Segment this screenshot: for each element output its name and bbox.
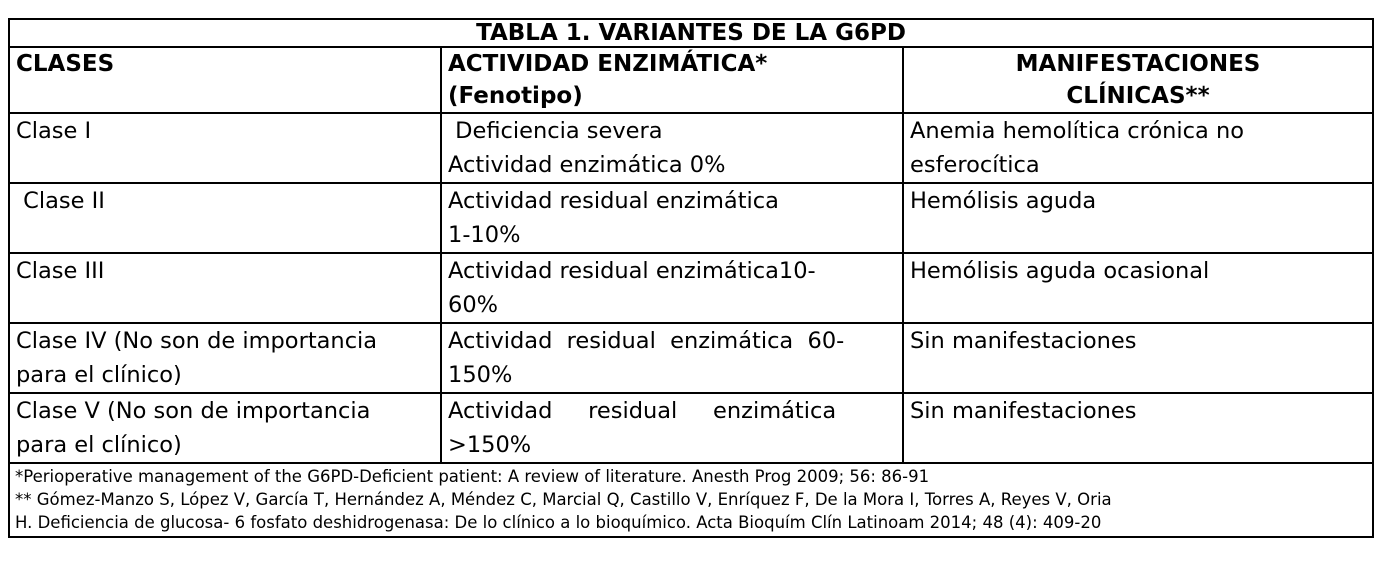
title-row [9,19,1373,47]
references-row [9,463,1373,537]
cell-clase: Clase II [9,183,441,253]
table-row [9,393,1373,463]
table-row [9,113,1373,183]
cell-manifestaciones: Sin manifestaciones [903,323,1373,393]
table-row [9,183,1373,253]
reference-1: *Perioperative management of the G6PD-Deficient patient: A review of literature. Anesth Prog 2009; 56: 86-91 [15,467,930,486]
header-clases: CLASES [9,47,441,113]
header-row [9,47,1373,113]
header-manifestaciones: MANIFESTACIONES CLÍNICAS** [903,47,1373,113]
table-title: TABLA 1. VARIANTES DE LA G6PD [9,19,1373,47]
references-cell [9,463,1373,537]
cell-manifestaciones: Hemólisis aguda ocasional [903,253,1373,323]
cell-actividad: Actividad residual enzimática 1-10% [441,183,903,253]
cell-manifestaciones: Anemia hemolítica crónica no esferocítica [903,113,1373,183]
cell-clase: Clase I [9,113,441,183]
g6pd-variants-table [8,18,1374,538]
cell-actividad: Actividad residual enzimática 60- 150% [441,323,903,393]
cell-clase: Clase V (No son de importancia para el clínico) [9,393,441,463]
cell-actividad: Actividad residual enzimática10- 60% [441,253,903,323]
table-row [9,323,1373,393]
cell-manifestaciones: Sin manifestaciones [903,393,1373,463]
cell-manifestaciones: Hemólisis aguda [903,183,1373,253]
header-actividad: ACTIVIDAD ENZIMÁTICA* (Fenotipo) [441,47,903,113]
cell-clase: Clase IV (No son de importancia para el clínico) [9,323,441,393]
cell-actividad: Deficiencia severa Actividad enzimática 0% [441,113,903,183]
reference-2: ** Gómez-Manzo S, López V, García T, Hernández A, Méndez C, Marcial Q, Castillo V, Enríquez F, De la Mora I, Torres A, Reyes V, Oria [15,490,1112,509]
cell-actividad: Actividad residual enzimática >150% [441,393,903,463]
table-row [9,253,1373,323]
cell-clase: Clase III [9,253,441,323]
reference-3: H. Deficiencia de glucosa- 6 fosfato deshidrogenasa: De lo clínico a lo bioquímico. Acta Bioquím Clín Latinoam 2014; 48 (4): 409-20 [15,513,1102,532]
variants-table-container [8,18,1372,538]
